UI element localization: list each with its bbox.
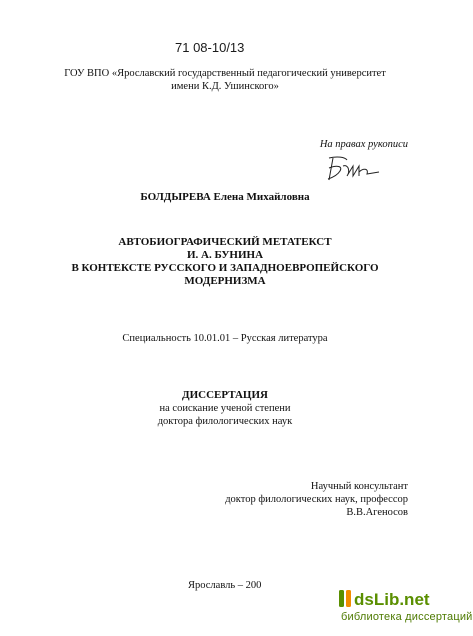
- author-name: БОЛДЫРЕВА Елена Михайловна: [140, 191, 310, 203]
- svg-text:dsLib.net: dsLib.net: [354, 590, 430, 609]
- city-year: Ярославль – 200: [188, 580, 262, 591]
- title-line-2: И. А. БУНИНА: [186, 249, 264, 261]
- title-line-4: МОДЕРНИЗМА: [184, 275, 266, 287]
- degree-line-2: доктора филологических наук: [157, 416, 293, 427]
- degree-line-1: на соискание ученой степени: [159, 403, 291, 414]
- organization-line-1: ГОУ ВПО «Ярославский государственный педагогический университет: [64, 68, 386, 79]
- document-code: 71 08-10/13: [175, 40, 245, 55]
- dslib-logo: [338, 588, 448, 610]
- organization-line-2: имени К.Д. Ушинского»: [171, 81, 279, 92]
- manuscript-rights-label: На правах рукописи: [319, 139, 408, 150]
- advisor-name: В.В.Агеносов: [346, 507, 408, 518]
- signature-icon: [323, 154, 383, 184]
- advisor-line-2: доктор филологических наук, профессор: [225, 494, 408, 505]
- specialty-line: Специальность 10.01.01 – Русская литература: [122, 333, 328, 344]
- watermark-caption: библиотека диссертаций: [341, 611, 473, 623]
- title-line-3: В КОНТЕКСТЕ РУССКОГО И ЗАПАДНОЕВРОПЕЙСКОГО: [71, 262, 379, 274]
- advisor-line-1: Научный консультант: [310, 481, 408, 492]
- dissertation-label: ДИССЕРТАЦИЯ: [182, 389, 268, 401]
- title-line-1: АВТОБИОГРАФИЧЕСКИЙ МЕТАТЕКСТ: [118, 236, 332, 248]
